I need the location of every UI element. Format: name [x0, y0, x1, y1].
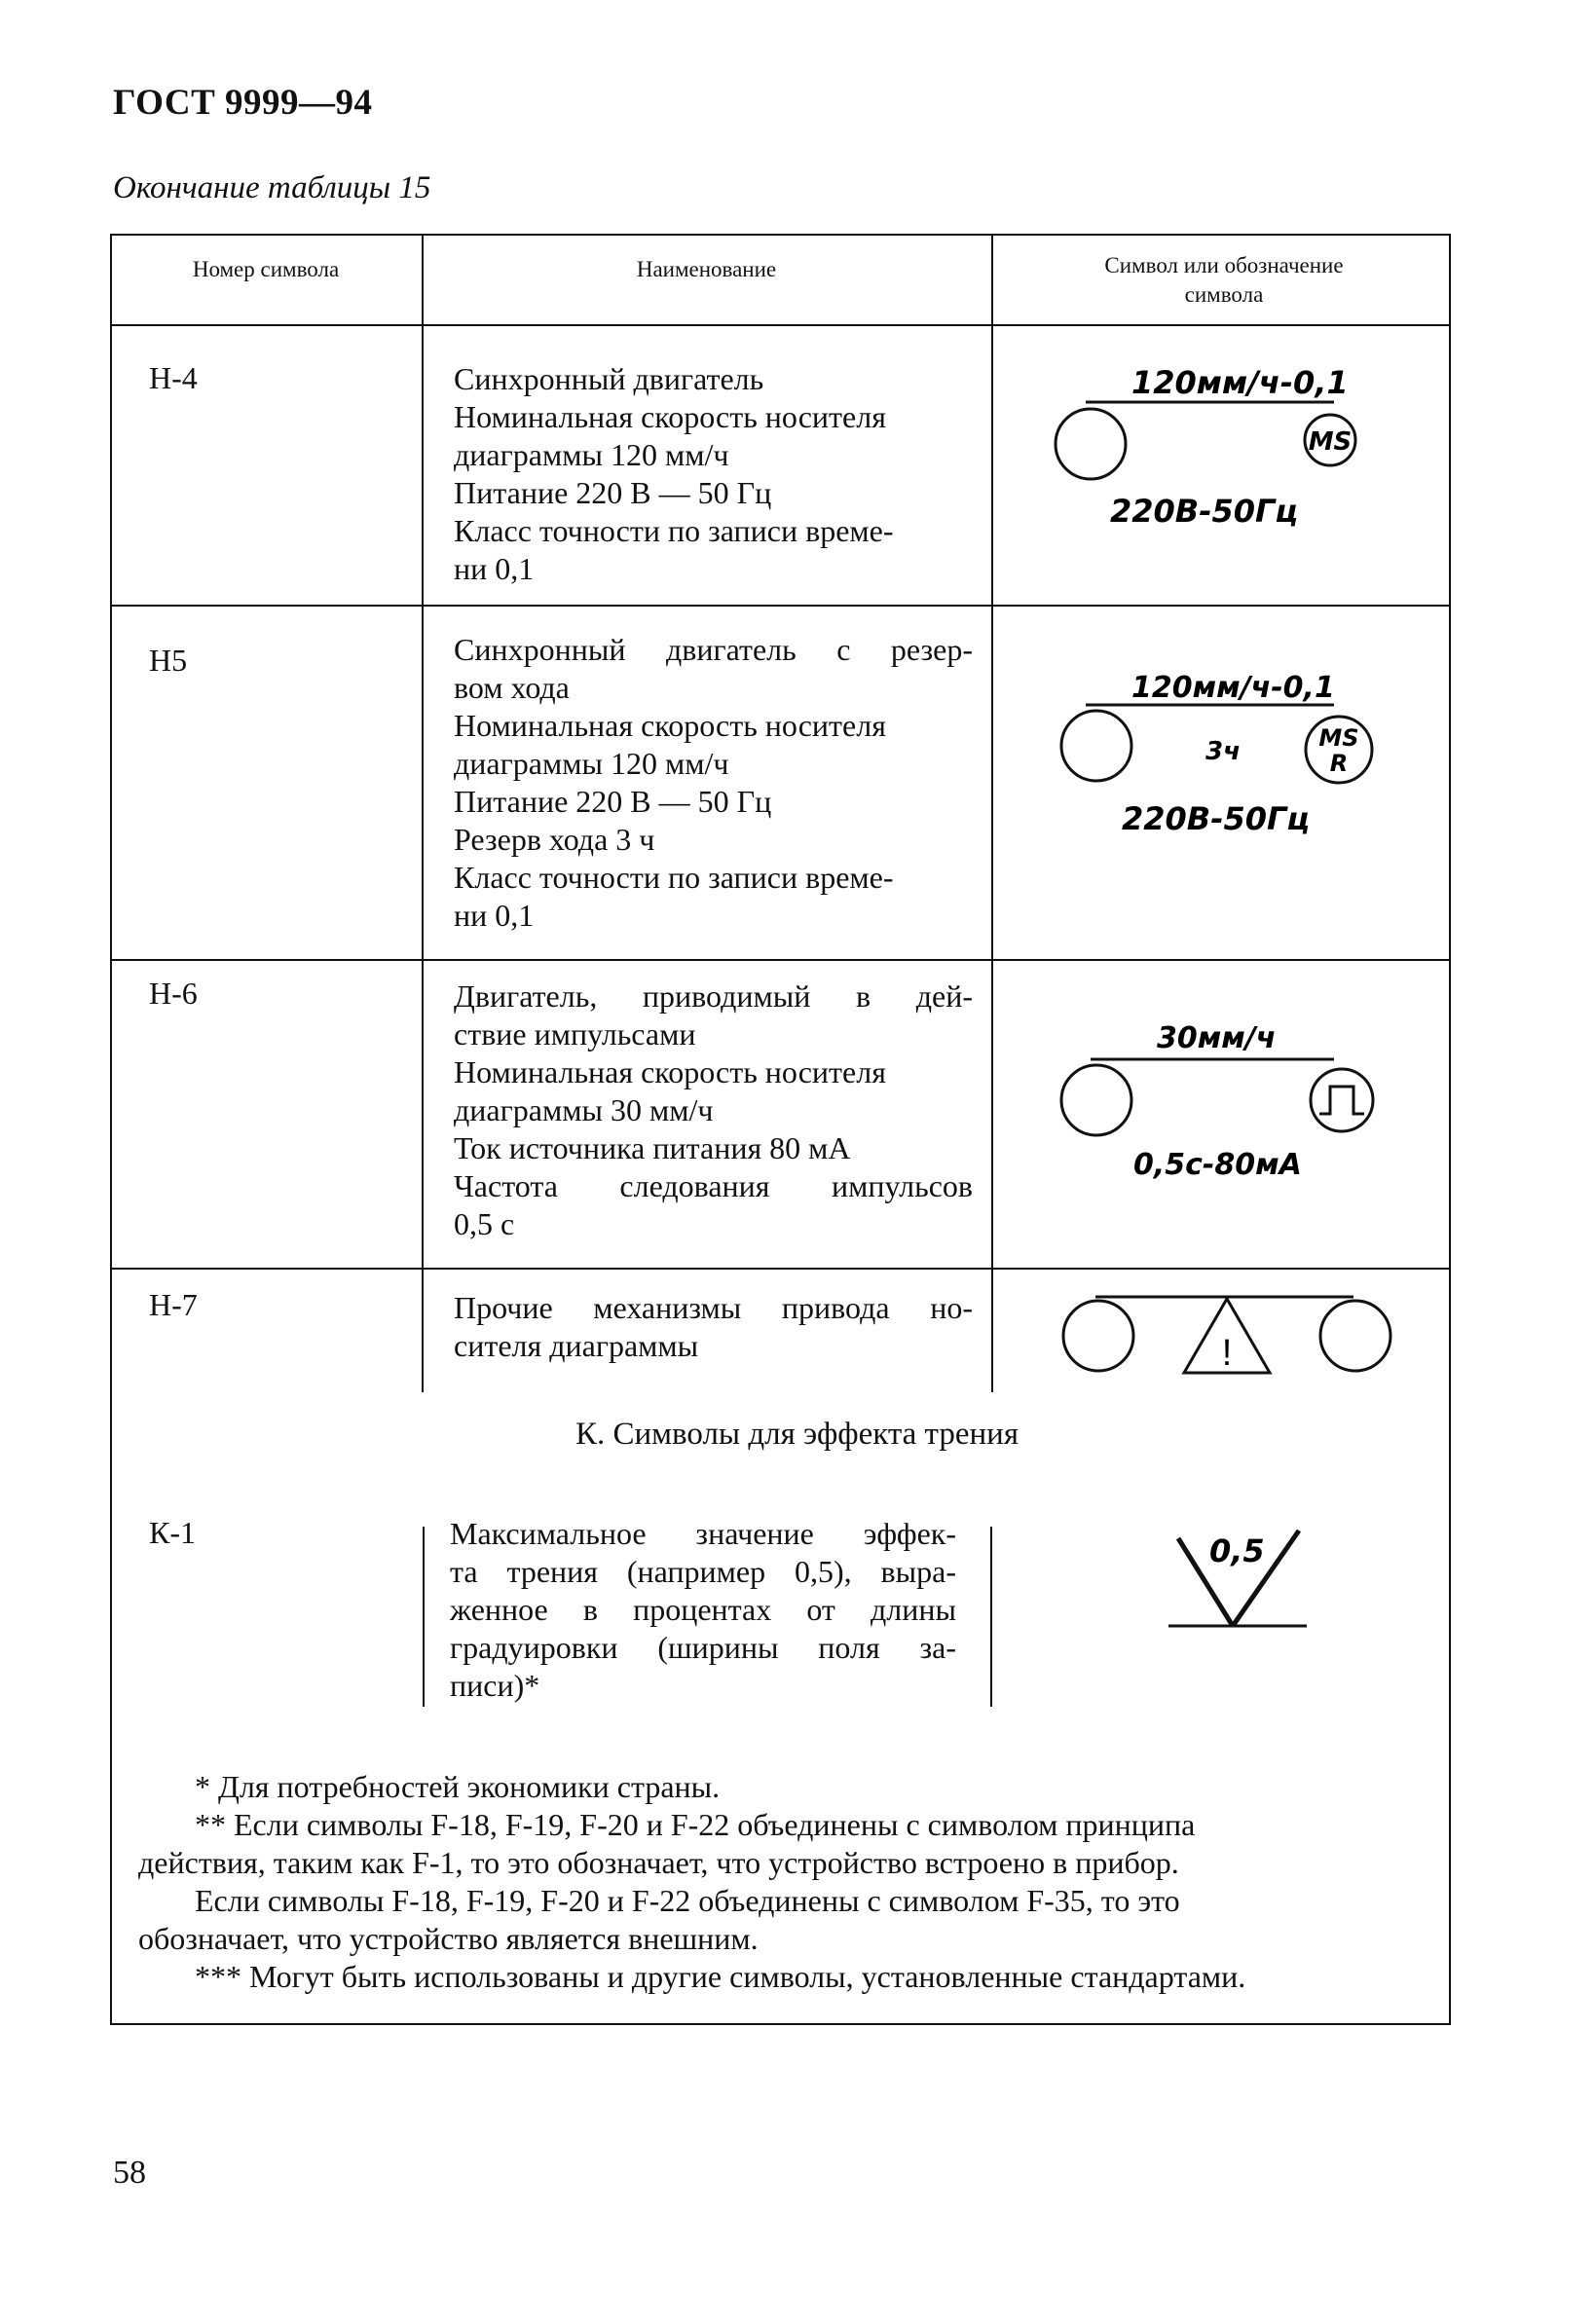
description-line: ни 0,1: [454, 551, 535, 586]
description-line: диаграммы 30 мм/ч: [454, 1092, 714, 1127]
description-line: 0,5 с: [454, 1206, 515, 1241]
row-divider: [110, 605, 1451, 607]
speed-label: 120мм/ч-0,1: [1131, 671, 1335, 705]
description-line: Класс точности по записи време-: [454, 860, 894, 895]
footnote: * Для потребностей экономики страны.: [195, 1769, 721, 1804]
description-line: ни 0,1: [454, 898, 535, 933]
row-description: [454, 1289, 973, 1365]
description-line: Номинальная скорость носителя: [454, 708, 886, 743]
reserve-mark-label: R: [1329, 750, 1349, 777]
column-header-number: Номер символа: [192, 257, 340, 281]
other-drive-symbol: [1052, 1283, 1402, 1400]
motor-label: MS: [1318, 724, 1359, 752]
document-title: ГОСТ 9999—94: [113, 83, 373, 123]
column-header-symbol: Символ или обозначение символа: [1104, 253, 1344, 307]
column-header-name: Наименование: [636, 257, 777, 281]
description-line: Синхронный двигатель: [454, 361, 764, 396]
description-line: Питание 220 В — 50 Гц: [454, 784, 772, 819]
row-code: Н-6: [149, 976, 198, 1011]
column-divider-short: [423, 1527, 425, 1707]
description-line: градуировки (ширины поля за-: [450, 1630, 956, 1665]
description-line: Синхронный двигатель с резер-: [454, 632, 973, 667]
power-label: 220В-50Гц: [1110, 493, 1299, 530]
description-line: Номинальная скорость носителя: [454, 399, 886, 434]
synchronous-motor-symbol: [1052, 358, 1383, 553]
description-line: диаграммы 120 мм/ч: [454, 746, 729, 781]
row-code: Н-7: [149, 1287, 198, 1322]
description-line: диаграммы 120 мм/ч: [454, 437, 729, 472]
description-line: Максимальное значение эффек-: [450, 1516, 956, 1551]
pulse-motor-symbol: [1052, 1013, 1383, 1198]
row-code: Н5: [149, 643, 188, 678]
footnote: *** Могут быть использованы и другие символы, установленные стандартами.: [195, 1959, 1246, 1994]
description-line: Прочие механизмы привода но-: [454, 1290, 973, 1325]
row-description: [450, 1515, 956, 1705]
reserve-label: 3ч: [1205, 737, 1241, 766]
row-description: [454, 978, 973, 1243]
friction-value: 0,5: [1209, 1532, 1265, 1569]
column-divider-short: [990, 1527, 992, 1707]
row-code: Н-4: [149, 360, 198, 395]
description-line: вом хода: [454, 670, 570, 705]
page-number: 58: [113, 2155, 146, 2191]
friction-symbol: [1159, 1519, 1373, 1645]
footnote: действия, таким как F-1, то это обозначает, что устройство встроено в прибор.: [138, 1845, 1179, 1880]
description-line: та трения (например 0,5), выра-: [450, 1554, 956, 1589]
table-caption: Окончание таблицы 15: [113, 170, 431, 205]
drum-circle: [1061, 711, 1131, 781]
description-line: женное в процентах от длины: [450, 1592, 956, 1627]
section-title: К. Символы для эффекта трения: [575, 1417, 1019, 1452]
pulse-motor-circle: [1311, 1069, 1373, 1131]
row-code: К-1: [149, 1515, 196, 1550]
column-divider: [422, 234, 424, 1392]
speed-label: 30мм/ч: [1157, 1021, 1277, 1055]
row-description: [454, 631, 973, 935]
drum-circle: [1056, 409, 1126, 479]
description-line: сителя диаграммы: [454, 1328, 699, 1363]
description-line: писи)*: [450, 1668, 540, 1703]
footnote: обозначает, что устройство является внешним.: [138, 1921, 759, 1956]
row-description: [454, 360, 973, 588]
description-line: Питание 220 В — 50 Гц: [454, 475, 772, 510]
row-divider: [110, 1268, 1451, 1270]
header-divider: [110, 324, 1451, 326]
speed-label: 120мм/ч-0,1: [1131, 364, 1349, 401]
description-line: Номинальная скорость носителя: [454, 1054, 886, 1089]
reserve-motor-symbol: [1052, 662, 1383, 857]
description-line: Ток источника питания 80 мА: [454, 1130, 851, 1165]
description-line: Класс точности по записи време-: [454, 513, 894, 548]
drum-circle: [1320, 1301, 1390, 1371]
column-divider: [991, 234, 993, 1392]
pulse-icon: [1319, 1087, 1364, 1114]
footnote: ** Если символы F-18, F-19, F-20 и F-22 объединены с символом принципа: [195, 1807, 1196, 1842]
description-line: ствие импульсами: [454, 1016, 696, 1051]
drum-circle: [1063, 1301, 1133, 1371]
drum-circle: [1061, 1065, 1131, 1135]
footnote: Если символы F-18, F-19, F-20 и F-22 объединены с символом F-35, то это: [195, 1883, 1180, 1918]
power-label: 0,5с-80мА: [1133, 1148, 1302, 1182]
motor-label: MS: [1308, 427, 1353, 457]
description-line: Частота следования импульсов: [454, 1168, 973, 1203]
power-label: 220В-50Гц: [1122, 800, 1311, 837]
warning-mark: !: [1221, 1333, 1233, 1374]
description-line: Резерв хода 3 ч: [454, 822, 655, 857]
description-line: Двигатель, приводимый в дей-: [454, 978, 973, 1014]
row-divider: [110, 959, 1451, 961]
